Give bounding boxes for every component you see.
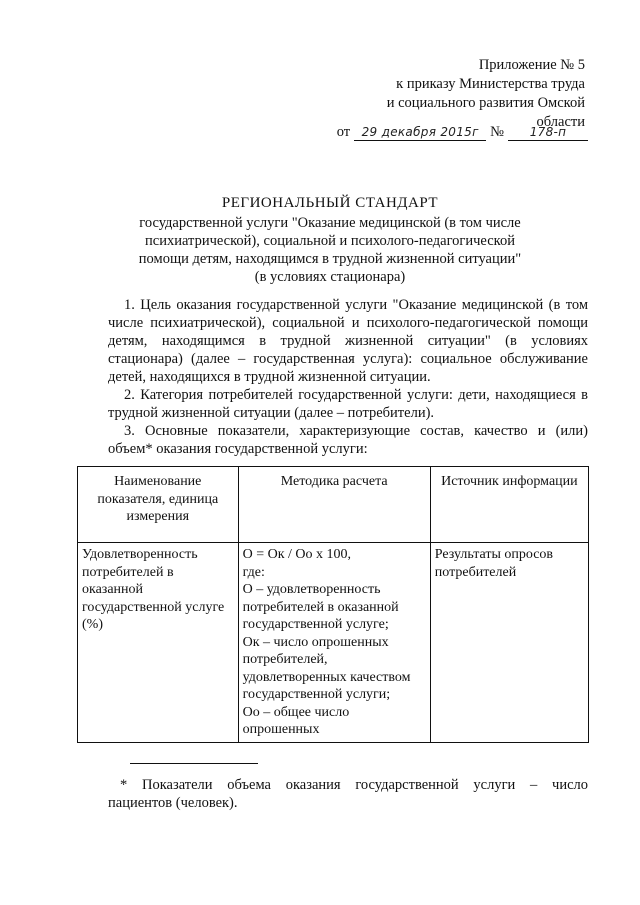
cell-source: Результаты опросов потребителей (430, 543, 588, 743)
header-method: Методика расчета (238, 467, 430, 543)
method-line-4: Ок – число опрошенных потребителей, удовлетворенных качеством государственной услуги; (242, 634, 411, 702)
paragraph-3 (108, 422, 588, 458)
paragraph-3-text: 3. Основные показатели, характеризующие состав, качество и (или) объем* оказания государственной услуги: (108, 423, 588, 457)
method-line-2: где: (242, 564, 265, 580)
paragraph-1 (108, 296, 588, 386)
paragraph-2 (108, 386, 588, 422)
order-reference (337, 124, 588, 141)
document-title (100, 194, 560, 286)
title-heading: РЕГИОНАЛЬНЫЙ СТАНДАРТ (221, 195, 439, 211)
footnote-line-2: пациентов (человек). (108, 795, 238, 811)
appendix-line-2: к приказу Министерства труда (396, 76, 585, 92)
indicators-table (77, 466, 589, 743)
method-line-1: О = Ок / Оо х 100, (242, 547, 351, 562)
table-row (78, 543, 589, 743)
table-header-row (78, 467, 589, 543)
cell-indicator-name: Удовлетворенность потребителей в оказанной государственной услуге (%) (78, 543, 239, 743)
order-number-handwritten: 178-п (508, 124, 588, 141)
header-indicator-name: Наименование показателя, единица измерения (78, 467, 239, 543)
footnote-divider (130, 763, 258, 764)
appendix-line-1: Приложение № 5 (478, 57, 585, 73)
paragraph-2-text: 2. Категория потребителей государственной услуги: дети, находящиеся в трудной жизненной ситуации (далее – потребители). (108, 387, 588, 421)
footnote-line-1: * Показатели объема оказания государственной услуги – число (120, 777, 588, 793)
title-line-1: государственной услуги "Оказание медицинской (в том числе (139, 215, 521, 231)
title-line-4: (в условиях стационара) (254, 269, 406, 285)
appendix-line-4: области (536, 114, 585, 130)
paragraph-1-text: 1. Цель оказания государственной услуги "Оказание медицинской (в том числе психиатрической), социальной и психолого-педагогической помощи детям, находящимся в трудной жизненной ситуации" (в условиях стационара) (далее – государственная услуга): социальное обслуживание детей, находящихся в трудной жизненной ситуации. (108, 297, 588, 385)
footnote (108, 776, 588, 812)
order-prefix: от (336, 124, 351, 140)
header-source: Источник информации (430, 467, 588, 543)
title-line-3: помощи детям, находящимся в трудной жизненной ситуации" (138, 251, 522, 267)
appendix-block (325, 56, 585, 132)
title-line-2: психиатрической), социальной и психолого-педагогической (145, 233, 515, 249)
order-date-handwritten: 29 декабря 2015г (354, 124, 486, 141)
appendix-line-3: и социального развития Омской (386, 95, 585, 111)
order-number-label: № (490, 124, 504, 140)
method-line-3: О – удовлетворенность потребителей в оказанной государственной услуге; (242, 582, 399, 632)
method-line-5: Оо – общее число опрошенных (242, 704, 350, 737)
cell-method (238, 543, 430, 743)
